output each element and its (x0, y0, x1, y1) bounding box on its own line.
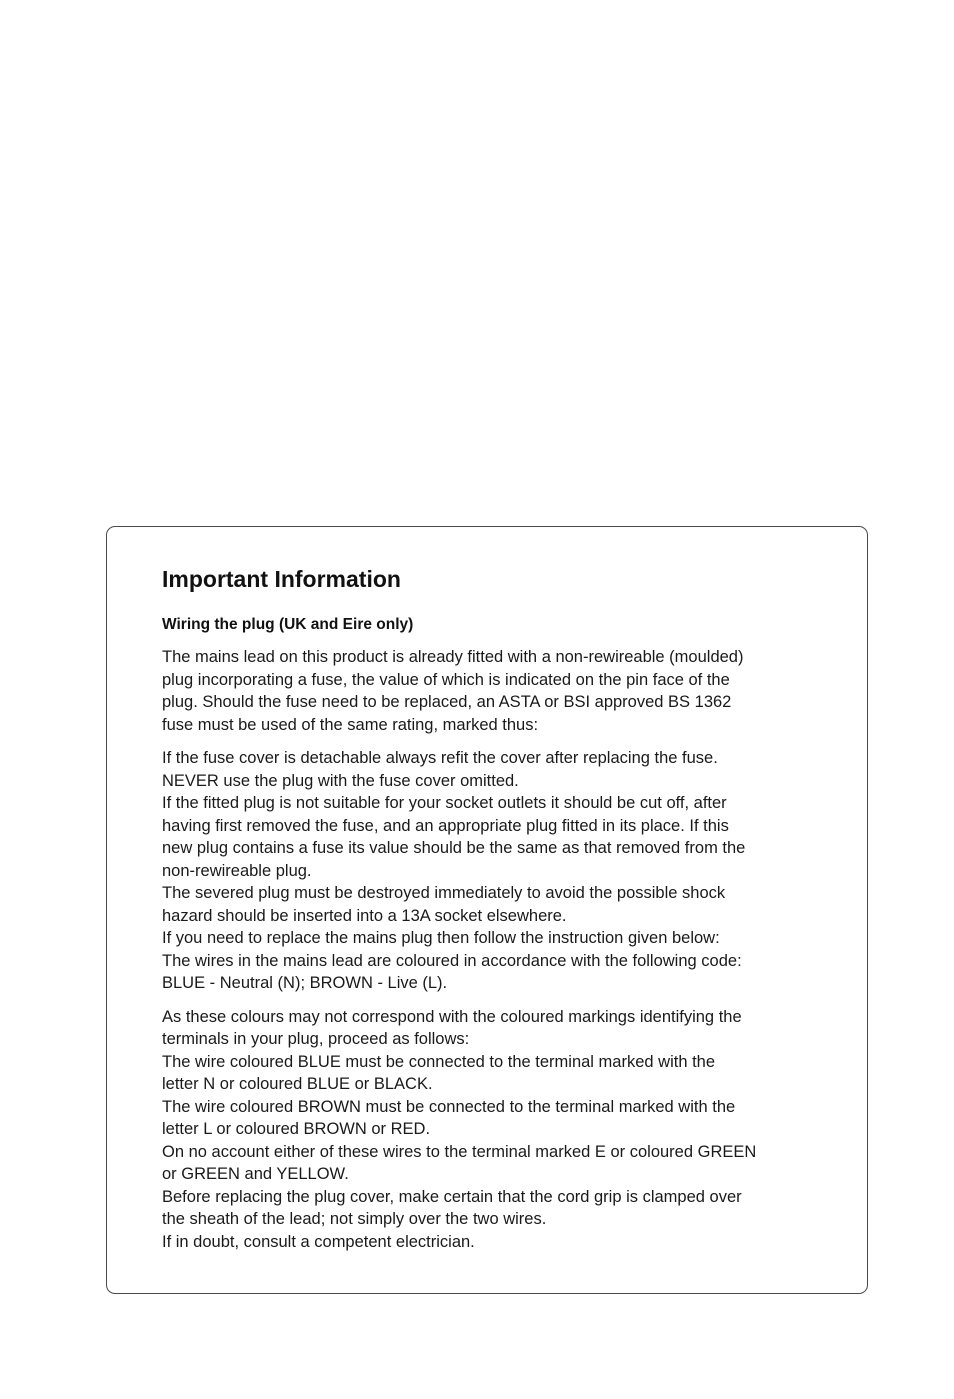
text-line: The mains lead on this product is already fitted with a non-rewireable (moulded) (162, 648, 744, 666)
text-line: The wires in the mains lead are coloured in accordance with the following code: (162, 951, 742, 970)
section-title: Important Information (162, 566, 401, 592)
text-line: NEVER use the plug with the fuse cover omitted. (162, 771, 519, 790)
text-line: If you need to replace the mains plug then follow the instruction given below: (162, 929, 720, 947)
text-line: As these colours may not correspond with the coloured markings identifying the (162, 1007, 742, 1026)
text-line: letter N or coloured BLUE or BLACK. (162, 1075, 433, 1093)
text-line: plug incorporating a fuse, the value of which is indicated on the pin face of the (162, 670, 730, 689)
text-line: new plug contains a fuse its value should be the same as that removed from the (162, 839, 746, 857)
text-line: having first removed the fuse, and an appropriate plug fitted in its place. If this (162, 816, 729, 835)
text-line: If in doubt, consult a competent electrician. (162, 1232, 475, 1251)
important-information-content (162, 564, 842, 1264)
text-line: non-rewireable plug. (162, 861, 312, 880)
text-line: The wire coloured BROWN must be connected to the terminal marked with the (162, 1097, 736, 1116)
text-line: fuse must be used of the same rating, marked thus: (162, 715, 539, 734)
text-line: If the fitted plug is not suitable for your socket outlets it should be cut off, after (162, 794, 727, 812)
text-line: letter L or coloured BROWN or RED. (162, 1120, 431, 1138)
section-subtitle: Wiring the plug (UK and Eire only) (162, 616, 414, 633)
text-line: BLUE - Neutral (N); BROWN - Live (L). (162, 974, 448, 992)
text-line: the sheath of the lead; not simply over the two wires. (162, 1210, 547, 1228)
text-line: On no account either of these wires to the terminal marked E or coloured GREEN (162, 1142, 757, 1161)
paragraph-fuse-info (162, 646, 842, 736)
text-line: terminals in your plug, proceed as follows: (162, 1030, 470, 1048)
text-line: or GREEN and YELLOW. (162, 1165, 349, 1183)
text-line: The wire coloured BLUE must be connected to the terminal marked with the (162, 1052, 716, 1071)
text-line: Before replacing the plug cover, make certain that the cord grip is clamped over (162, 1187, 742, 1206)
paragraph-fuse-cover (162, 747, 842, 995)
text-line: plug. Should the fuse need to be replaced, an ASTA or BSI approved BS 1362 (162, 693, 732, 711)
text-line: The severed plug must be destroyed immediately to avoid the possible shock (162, 884, 726, 902)
text-line: If the fuse cover is detachable always refit the cover after replacing the fuse. (162, 749, 718, 767)
paragraph-wire-colours (162, 1006, 842, 1254)
text-line: hazard should be inserted into a 13A socket elsewhere. (162, 906, 567, 925)
